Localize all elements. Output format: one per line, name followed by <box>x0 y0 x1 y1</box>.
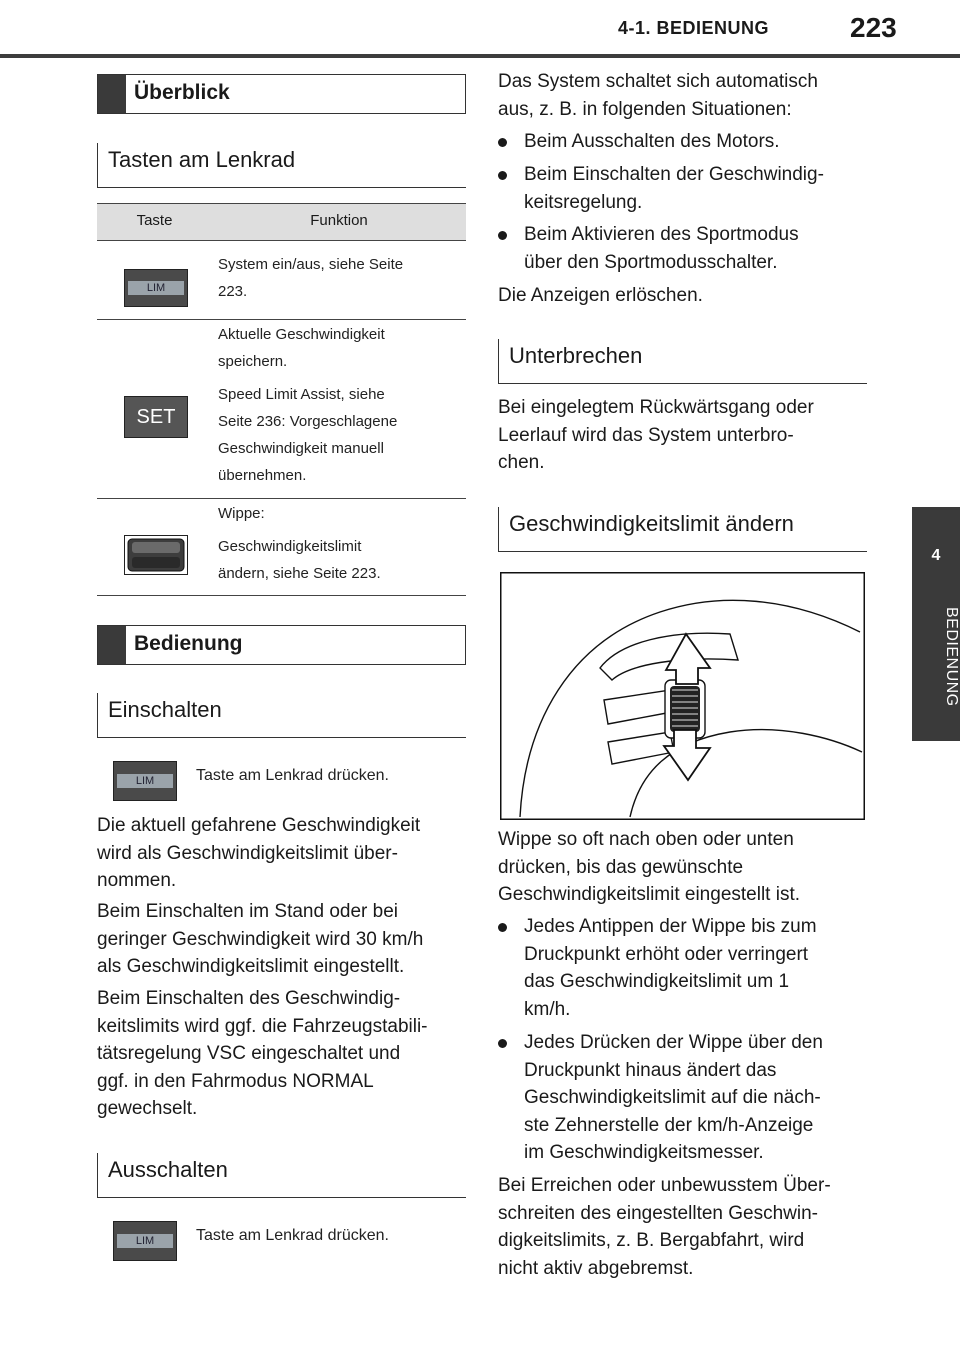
paragraph-rocker: Wippe so oft nach oben oder unten drücken, bis das gewünschte Geschwindigkeitslimit eingestellt ist. <box>498 829 801 905</box>
paragraph-auto-off: Das System schaltet sich automatisch aus, z. B. in folgenden Situationen: <box>498 71 818 120</box>
paragraph-vsc: Beim Einschalten des Geschwindig- keitslimits wird ggf. die Fahrzeugstabili- tätsregelung VSC eingeschaltet und ggf. in den Fahrmodus NORMAL gewechselt. <box>97 988 428 1119</box>
paragraph-speed-taken: Die aktuell gefahrene Geschwindigkeit wird als Geschwindigkeitslimit über- nommen. <box>97 815 421 891</box>
col-function: Funktion <box>310 212 368 229</box>
switch-off-text: Taste am Lenkrad drücken. <box>196 1227 389 1244</box>
section-overview <box>97 74 466 114</box>
subheading-buttons <box>97 143 466 188</box>
operation-title: Bedienung <box>134 632 243 655</box>
table-header <box>97 203 466 241</box>
chapter-number: 4 <box>931 547 941 564</box>
buttons-heading: Tasten am Lenkrad <box>108 147 296 172</box>
change-limit-heading: Geschwindigkeitslimit ändern <box>509 511 794 536</box>
section-operation <box>97 625 466 665</box>
switch-on-text: Taste am Lenkrad drücken. <box>196 767 389 784</box>
row-divider <box>97 595 466 596</box>
list-item: Beim Ausschalten des Motors. <box>498 128 868 156</box>
set-key-image: SET <box>124 396 188 438</box>
subheading-interrupt <box>498 339 867 384</box>
subheading-switch-off <box>97 1153 466 1198</box>
lim-key-image: LIM <box>113 761 177 801</box>
row-divider <box>97 319 466 320</box>
list-item: Jedes Drücken der Wippe über den Druckpunkt hinaus ändert das Geschwindigkeitslimit auf die näch- ste Zehnerstelle der km/h-Anzeige im Geschwindigkeitsmesser. <box>498 1029 868 1169</box>
list-item: Beim Aktivieren des Sportmodus über den Sportmodusschalter. <box>498 221 868 277</box>
list-item: Beim Einschalten der Geschwindig- keitsregelung. <box>498 161 868 217</box>
table-row-1-text: System ein/aus, siehe Seite 223. <box>218 256 404 300</box>
lim-key-image: LIM <box>113 1221 177 1261</box>
switch-on-heading: Einschalten <box>108 697 222 722</box>
list-item: Jedes Antippen der Wippe bis zum Druckpunkt erhöht oder verringert das Geschwindigkeitslimit um 1 km/h. <box>498 913 868 1025</box>
paragraph-interrupt: Bei eingelegtem Rückwärtsgang oder Leerlauf wird das System unterbro- chen. <box>498 397 814 473</box>
col-key: Taste <box>136 212 173 229</box>
page-number: 223 <box>850 12 897 43</box>
subheading-switch-on <box>97 693 466 738</box>
overview-title: Überblick <box>134 81 230 104</box>
rocker-key-image <box>124 535 188 575</box>
interrupt-heading: Unterbrechen <box>509 343 643 368</box>
lim-key-image: LIM <box>124 269 188 307</box>
paragraph-no-braking: Bei Erreichen oder unbewusstem Über- schreiten des eingestellten Geschwin- digkeitslimits, z. B. Bergabfahrt, wird nicht aktiv abgebremst. <box>498 1175 831 1279</box>
paragraph-standstill: Beim Einschalten im Stand oder bei geringer Geschwindigkeit wird 30 km/h als Geschwindigkeitslimit eingestellt. <box>97 901 424 977</box>
switch-off-heading: Ausschalten <box>108 1157 228 1182</box>
row-divider <box>97 498 466 499</box>
table-row-2-text: Aktuelle Geschwindigkeit speichern. Speed Limit Assist, siehe Seite 236: Vorgeschlagene Geschwindigkeit manuell übernehmen. <box>218 326 398 484</box>
table-row-3-text: Wippe: Geschwindigkeitslimit ändern, siehe Seite 223. <box>218 505 381 582</box>
chapter-label: BEDIENUNG <box>943 607 960 707</box>
subheading-change-limit <box>498 507 867 552</box>
steering-wheel-illustration <box>500 572 865 820</box>
section-title: 4-1. BEDIENUNG <box>618 18 770 38</box>
paragraph-displays-off: Die Anzeigen erlöschen. <box>498 285 703 306</box>
header-rule <box>0 54 960 58</box>
chapter-tab <box>912 507 960 741</box>
